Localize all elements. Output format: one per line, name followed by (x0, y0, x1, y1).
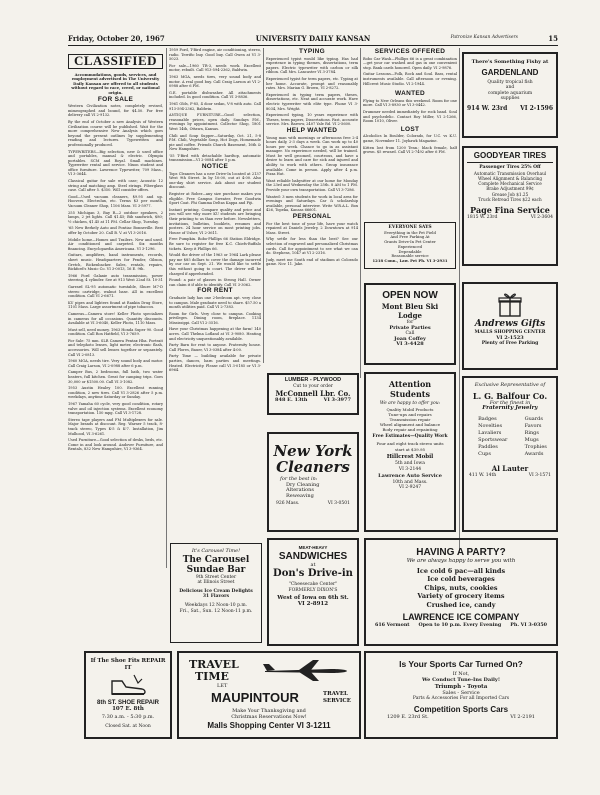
travel-line2: Christmas Reservations Now! (231, 714, 307, 720)
balfour-item: Cups (478, 450, 491, 457)
attention-title: Attention Students (388, 379, 432, 399)
balfour-item: Mugs (524, 436, 539, 443)
column-rule (360, 48, 361, 378)
carousel-name: The Carousel (182, 554, 250, 565)
ski-name2: Lodge (398, 311, 422, 320)
maupintour-name: MAUPINTOUR (211, 690, 299, 705)
classified-ad: For the best tone of your life, have your watch repaired at Daniels Jewelry, 2 Downtown at 914 Mass. Street. (266, 221, 358, 235)
gardenland-line1: Quality tropical fish (487, 79, 533, 85)
balfour-title: Exclusive Representative of (474, 382, 546, 388)
attention-address2: 10th and Mass. (392, 479, 428, 485)
balfour-sub1: For the finest in (489, 399, 531, 406)
classified-ad: Camper Bus, 2 bedrooms, full bath, two water heaters, full kitchen. Great for camping trips. Goes 30,000 or $1500.00. Call VI 3-1082. (68, 370, 163, 384)
goodyear-service-item: Brake Adjustment 99¢ (486, 186, 534, 192)
balfour-item: Trophies (524, 443, 547, 450)
balfour-contact: Al Lauter (491, 463, 529, 473)
ski-parties: Private Parties (389, 324, 431, 331)
dons-address: West of Iowa on 6th St. (277, 595, 349, 602)
classified-ad: Mobile home—Homes and Trailers. New and used. Air conditioned and carpeted. Six months financing. Encyclopaedia Americana. VI 3-1296. (68, 237, 163, 251)
goodyear-phone: VI 2-3604 (530, 215, 553, 221)
balfour-item: Awards (524, 450, 544, 457)
dons-lead: MEAT-HEAVY (298, 545, 328, 550)
column-two (169, 48, 261, 568)
classified-column (68, 48, 163, 648)
goodyear-name: GOODYEAR TIRES (467, 151, 553, 163)
sports-name: Competition Sports Cars (413, 704, 509, 714)
cleaners-ad (267, 432, 359, 532)
party-title: HAVING A PARTY? (416, 547, 506, 558)
cleaners-service-item: Alterations (286, 487, 314, 494)
carousel-name2: Sundae Bar (186, 564, 246, 575)
pet-line: Experienced (397, 243, 423, 249)
classified-ad: 1966 Ford Galaxie auto transmission, power steering, 4 cylinder. See at 913 West 22nd St. 10-31 (68, 273, 163, 283)
typing-list (266, 57, 358, 127)
cleaners-name2: Cleaners (276, 458, 350, 476)
attention-item: Transmission repair (389, 416, 431, 422)
balfour-item: Paddles (478, 443, 498, 450)
attention-items (369, 407, 451, 432)
notice-list (169, 172, 261, 288)
classified-ad: Experienced in typing term papers, theses, dissertations, etc. Neat and accurate work. Have electric typewriter with elite type. Phone VI 3-8034, Mrs. Wright. (266, 92, 358, 111)
attention-phone: VI 3-2144 (398, 466, 422, 472)
column-rule (263, 48, 264, 363)
classified-ad: For sale—1960 TR-3, needs work. Excellent motor, rebuilt. Call 913-594-2362, Baldwin. (169, 63, 261, 73)
balfour-item: Sportswear (478, 436, 508, 443)
goodyear-service-item: Truck Retread Tires $22 each (478, 197, 542, 203)
classified-intro: Accommodations, goods, services, and employment advertised in The University Daily Kansan are offered to all students without regard to race, creed, or national origin. (71, 71, 160, 95)
goodyear-address: 1815 W. 23rd (467, 215, 498, 221)
for-sale-list (68, 104, 163, 452)
party-lead: We are always happy to serve you with (406, 558, 516, 564)
airplane-icon (261, 657, 351, 683)
classified-ad: KU pipes and lighters found at Rankin Drug Store, 1101 Mass. Large assortment of pipe tobaccos. (68, 300, 163, 310)
section-notice: NOTICE (201, 163, 229, 171)
goodyear-ad (462, 146, 558, 266)
attention-line1: Four and eight track stereo units (376, 441, 444, 447)
travel-title: TRAVEL (189, 658, 239, 671)
travel-footer: Malls Shopping Center VI 3-1211 (207, 721, 331, 730)
cleaners-address: 926 Mass. (276, 501, 300, 507)
classified-ad: Guitar Lessons—Folk, Rock and Soul. Bass, rental instruments available. Call afternoon or evening. Hillcrest Music Studio. VI 2-1944. (363, 72, 457, 86)
section-help-wanted: HELP WANTED (286, 126, 338, 134)
attention-item: Body repair and repainting (382, 426, 438, 432)
party-item: Ice cold 6 pac—all kinds (416, 566, 506, 575)
shoe-name: 8th ST. SHOE REPAIR (97, 700, 159, 706)
column-four (363, 48, 457, 248)
patronize-note: Patronize Kansan Advertisers (450, 35, 518, 40)
classified-ad: Garrard SL-95 automatic turntable, Shure M7-D stereo cartridge, walnut base. All in excellent condition. Call VI 2-6671. (68, 284, 163, 299)
pet-title: EVERYONE SAYS (388, 225, 432, 230)
goodyear-service-item: Complete Mechanical Service (478, 181, 542, 187)
ski-lodge-ad (364, 283, 456, 365)
goodyear-station: Page Fina Service (470, 205, 550, 216)
classified-ad: 1959 Ford, T-Bird engine, air conditioning, stereo, radio. Terrific buy. Good buy. Call Owen at VI 3-5023. (169, 48, 261, 62)
ice-company-name: LAWRENCE ICE COMPANY (402, 612, 520, 623)
classified-ad: Party Barn for rent to anyone. Fraternity house. Call Flores, Bauer, VI 3-0384 after 4:00. (169, 343, 261, 352)
attention-item: Tune-ups and repairs (388, 411, 432, 417)
balfour-item: Rings (524, 429, 539, 436)
lumber-ad (267, 373, 359, 415)
classified-ad: Experienced typist would like typing. Has had experience in typing themes, dissertations, term papers. Electric typewriter with carbon or silk ribbon. Call Mrs. Lancaster VI 3-3784. (266, 56, 358, 75)
ice-address: 616 Vermont (375, 622, 410, 629)
gardenland-title: There's Something Fishy at (471, 59, 549, 65)
for-sale-list-continued (169, 48, 261, 163)
classified-ad: Classical guitar for sale with case; Acoustic 12 string and matching amp. Steel strings. Fiberglass case. Call after 5. $350. Will consider offers. (68, 179, 163, 193)
gardenland-phone: VI 2-1596 (520, 104, 553, 112)
travel-line1: Make Your Thanksgiving and (232, 708, 306, 714)
ski-call: Call (405, 331, 415, 337)
classified-ad: Alcoholics In Boulder, Colorado, for U.C. vs K.U. game, November 11. Joyhawk Magazine. (363, 134, 457, 143)
dons-phone: VI 2-8912 (297, 600, 329, 607)
classified-ad: Bobo Car Wash—Phillips 66 is a great combination—get your car washed and gas in one convenient stop. Bank cards honored. Open daily. VI 2-9876. (363, 56, 457, 70)
goodyear-services (467, 171, 553, 203)
gifts-tag: Plenty of Free Parking (481, 341, 539, 347)
andrews-gifts-ad (462, 282, 558, 370)
shoe-repair-ad (84, 651, 172, 739)
sports-phone: VI 2-2191 (510, 713, 535, 720)
party-item: Chips, nuts, cookies (424, 583, 498, 592)
carousel-address2: at Illinois Street (197, 580, 235, 586)
classified-ad: Party Time — building available for private parties, dances, barn parties and meetings. Heated. Electricity. Please call VI 3-0185 or VI 3-6964. (169, 354, 261, 373)
newspaper-name: UNIVERSITY DAILY KANSAN (255, 34, 371, 43)
balfour-sub2: Fraternity Jewelry (482, 405, 538, 412)
pet-center-ad (364, 222, 456, 269)
pet-line: Dependable (398, 248, 422, 254)
balfour-address: 411 W. 14th (469, 472, 497, 478)
carousel-special: Delicious Ice Cream Delights (179, 588, 253, 594)
classified-ad: 1961 Olds, F-85, 4 door sedan, V-8 with auto. Call 913-594-2362, Baldwin. (169, 101, 261, 111)
carousel-lead: It's Carousel Time! (191, 548, 241, 554)
goodyear-service-item: Wheel Alignment & Balancing (477, 175, 543, 181)
attention-name: Hillcrest Mobil (386, 454, 434, 461)
balfour-items-left (473, 416, 507, 458)
classified-ad: Flying to New Orleans this weekend. Room for one more. Call VI 3-8930 or VI 3-0442. (363, 98, 457, 108)
classified-ad: '65 New Berkely Auto and Pontiac Bonneville. Best offer by October 20. Call B. V. at VI 3-2016. (68, 226, 163, 235)
dons-name: Don's Drive-in (273, 568, 353, 580)
dons-at: at (310, 561, 316, 568)
classified-ad: For Sale: 75 mm. SLR Camera Pentax Hba. Portrait and telephoto lenses, light meter, electronic flash, accessories. Will sell lenses together or separately. Call VI 2-0813. (68, 338, 163, 357)
section-wanted: WANTED (395, 90, 425, 98)
pet-address: 1218 Conn., Law. Pet Ph. VI 3-2931 (372, 257, 448, 263)
classified-ad: Have your Christmas happening at the farm! 140 acres. Call Thelma Lofland at VI 3-9080. Heating and electricity unquestionably available. (169, 327, 261, 341)
section-services: SERVICES OFFERED (374, 48, 446, 55)
dons-drive-in-ad (267, 538, 359, 646)
carousel-hours2: Fri., Sat., Sun. 12 Noon-11 p.m. (179, 608, 253, 614)
classified-ad: Drummer needed immediately for rock band. Soul and psychedelic. Contact Roy Miller, VI 2-1266, Room 1010, Oliver. (363, 109, 457, 124)
classified-ad: Young man with mornings or afternoons free 2-4 hours daily, 2-3 days a week. Can work up to 40 hours per week. Chance to go in as assistant manager. No experience needed, will be trained. Must be well groomed, courteous, and have a desire to learn and care for sick and injured and ability to work with others. Group insurance available. Come in person. Apply after 4 p.m. Pizza Hut. (266, 135, 358, 177)
classified-ad: 1960 MGA, needs tire. Very sound body and motor. Call Craig Larson, VI 2-0988 after 6 p.m. (68, 359, 163, 368)
issue-date: Friday, October 20, 1967 (68, 34, 165, 43)
classified-ad: 255 Michigan 3, Bay R—2 outdoor speakers, 2 lamps, 2 jet lights. Call $1.45; Bib sandwich, $80; ½ chicken, $1.45 at 11 PM. Cellar Shop, Tuesday. (68, 210, 163, 224)
sports-line1: If Not, (452, 671, 470, 677)
travel-title2: TIME (195, 670, 229, 683)
classified-ad: Want reliable babysitter at our home for Monday the 23rd and Wednesday the 25th. 8 AM to 1 PM. Provide your own transportation. Call VI 3-7286. (266, 178, 358, 193)
dons-sub1: "Cheesecake Center" (288, 582, 338, 588)
dons-sub2: FORMERLY DIXON'S (288, 587, 338, 593)
page-number: 15 (548, 34, 558, 43)
cleaners-name: New York (273, 442, 353, 460)
carousel-address: 9th Street Center (195, 574, 237, 580)
lumber-name: McConnell Lbr. Co. (275, 389, 351, 399)
shoe-closed: Closed Sat. at Noon (105, 723, 151, 729)
goodyear-service-item: Automatic Transmission Overhaul (473, 170, 547, 176)
balfour-name: L. G. Balfour Co. (472, 390, 548, 401)
pet-line: Everything in the Pet Field (384, 229, 436, 235)
classified-title: CLASSIFIED (68, 54, 163, 69)
gardenland-line3: complete aquarium (487, 90, 533, 96)
ski-name: Mont Bleu Ski (381, 302, 439, 311)
column-rule (459, 48, 460, 553)
attention-item: Quality Mobil Products (386, 406, 434, 412)
cleaners-lead: for the best in: (280, 476, 318, 482)
ice-hours: Open to 10 p.m. Every Evening (418, 622, 502, 629)
section-lost: LOST (400, 125, 420, 133)
classified-ad: Good—Used vacuum cleaners, $9.95 and up. Hoovers, Electrolux, etc. Terms $3 per month. Vacuum Cleaner Shop, 1106 Mass. VI 3-5977. (68, 194, 163, 209)
section-for-sale: FOR SALE (97, 95, 134, 103)
balfour-item: Favors (524, 422, 542, 429)
attention-offer: Free Estimates—Quality Work (372, 433, 448, 439)
classified-ad: 1967 Yamaha 60 cycle, very good condition, rotary valve and oil injection systems. Excellent economy transportation. 150 mpg. Call VI 3-1728. (68, 402, 163, 416)
balfour-item: Badges (478, 415, 497, 422)
shoe-address: 107 E. 8th (112, 705, 144, 712)
classified-ad: Register at Rober—any size purchase makes you eligible. Free Campus Sweater, Free Goodwin Sport Coat. Phi Gamma Deltas Kappa and Fiji. (169, 192, 261, 206)
classified-ad: Tops Cleaners has a new Drive-In located at 2137 West 9th Street. In by 10:00, out at 4:00. Also one-day shirt service. Ask about our student discount. (169, 171, 261, 190)
classified-ad: 1963 MGA, needs tires, very sound body and motor. A real good buy. Call Craig Larson at VI 2-0988 after 6 PM. (169, 74, 261, 89)
cleaners-phone: VI 3-0501 (327, 501, 350, 507)
gifts-name: Andrews Gifts (474, 319, 546, 329)
lumber-address: 848 E. 13th (275, 397, 308, 404)
sports-line2: We Conduct Tune-Ins Daily! (421, 676, 501, 683)
ski-title: OPEN NOW (382, 290, 438, 301)
classified-ad: Instant printing. Compare quality and price and you will see why more KU students are bringing their printing to us than ever before. Newsletters, invitations, bulletins, booklets, resumes and posters. 24 hour service on most printing jobs. House of Usher, VI 2-3611. (169, 207, 261, 235)
for-rent-list (169, 296, 261, 373)
pet-line: Grants Drive-In Pet Center (384, 239, 436, 245)
attention-name2: Lawrence Auto Service (378, 473, 442, 480)
sports-title: Is Your Sports Car Turned On? (399, 659, 523, 669)
party-item: Crushed ice, candy (426, 600, 496, 609)
services-list (363, 57, 457, 87)
lumber-line: Cut to your order (293, 383, 333, 389)
pet-line: And Free Parking At (390, 234, 430, 240)
column-three (266, 48, 358, 368)
pet-line: Reasonable service (391, 253, 429, 259)
section-personal: PERSONAL (292, 213, 332, 220)
goodyear-sub: Passenger Tires 25% Off (479, 165, 541, 170)
attention-address: 5th and Iowa (395, 460, 425, 466)
column-rule (166, 48, 167, 568)
classified-ad: Why settle for less than the best? See our selection of engraved and personalized Christmas cards. Call for appointment to see what we can do. Stephens, 1047 at VI 2-2316. (266, 237, 358, 256)
classified-ad: G.E. portable dishwasher. All attachments included. In good condition. Call VI 3-8836. (169, 90, 261, 100)
classified-ad: Guitars, amplifiers, band instruments, records, sheet music. Headquarters for Fender, Gibson, Gretch, Rickenbacker. Sales, rentals, repairs, Bickford's Music Co. VI 3-0013, 16 E. 9th. (68, 253, 163, 272)
attention-students-ad (364, 372, 456, 532)
dons-title: SANDWICHES (278, 550, 348, 562)
lumber-title: LUMBER - PLYWOOD (284, 377, 342, 383)
classified-ad: Wanted: 3 men students for work in local area for evenings and Saturdays. Car & scholarship available, personal interview. Write W.R.A.L. Box 426, Topeka, Kansas 66601. (266, 194, 358, 213)
sports-line3: Triumph - Toyota (434, 684, 488, 691)
travel-let: LET (217, 683, 228, 689)
classified-ad: Used Furniture—Good selection of desks, beds, etc. Come in and look around. Andover Furniture, and Rentals, 832 New Hampshire, VI 3-9364. (68, 438, 163, 452)
carousel-flavors: 31 Flavors (202, 594, 230, 600)
attention-phone2: VI 2-9247 (398, 485, 422, 491)
classified-ad: Room for Girls. Very close to campus. Cooking privileges. Dining room, fireplace. 1134 Mississippi. Call VI 2-3516. (169, 311, 261, 325)
party-item: Ice cold beverages (427, 575, 495, 584)
classified-ad: Chili and Soup Supper—Saturday, Oct. 21, 5-8 P.M. Chili, Vegetable Soup, Hot Dogs, Homemade pie and coffee. Friends Church Basement, 16th & New Hampshire. (169, 133, 261, 152)
shoe-icon (108, 673, 148, 699)
gardenland-line4: supplies (500, 96, 520, 102)
balfour-phone: VI 3-1571 (528, 472, 551, 478)
section-for-rent: FOR RENT (197, 287, 233, 295)
pet-lines (368, 231, 452, 259)
sports-line4: Sales - Service (442, 689, 480, 696)
travel-service2: SERVICE (323, 697, 351, 704)
balfour-items-right (520, 416, 547, 458)
attention-line2: start at $39.95 (394, 446, 426, 452)
gift-box-icon (495, 289, 525, 319)
gardenland-line2: and (505, 85, 515, 91)
cleaners-services (272, 483, 354, 500)
party-items (369, 567, 553, 610)
classified-ad: Graduate lady has one 2-bedroom apt. very close to campus. Male graduate need to share. $57.50 a month utilities paid. Call VI 2-7383. (169, 295, 261, 310)
classified-ad: Stereo tape players and FM Multiplexers for sale. Major brands at discount. Reg. Warner 5 track, 8-track stereo, Types K-5 & K-7. Installation, Jim Mulhood, VI 3-6261. (68, 417, 163, 436)
ski-person: Joan Coffey (394, 335, 426, 342)
balfour-item: Novelties (478, 422, 503, 429)
classified-ad: Judy, meet me South end of stadium at Colorado game. Nov. 11. Jake. (266, 257, 358, 267)
party-item: Variety of grocery items (417, 592, 505, 601)
classified-ad: Experienced typing, 10 years experience with Theses, term papers, Dissertations. Fast, accurate service. Mrs. Barrow, 2407 Yale Rd. VI 2-5600. (266, 113, 358, 127)
sports-line5: Parts & Accessories For all Imported Cars (412, 696, 510, 702)
personal-list (266, 222, 358, 267)
classified-ad: Cameras—Camera store! Keller Photo specializes in cameras for all occasions. Quantity discounts. Available at VI 3-6040, Keller Photo, 1110 Mass. (68, 311, 163, 326)
help-wanted-list (266, 136, 358, 214)
classified-ad: By the end of October a new Analysis of Western Civilization course will be published. Wait for the more comprehensive New Analysis which goes beyond the present outlines by supplementing reading and lectures. Typewritten and professionally produced. (68, 119, 163, 147)
wanted-list (363, 99, 457, 124)
goodyear-service-item: Grease Job $1.25 (491, 191, 529, 197)
sports-car-ad (364, 651, 558, 739)
classified-ad: ANTIQUE FURNITURE—Good selection, reasonable prices, open daily. Sundays P.M., evenings by appointment. Collector Shop, 1801 West 14th, Ottawa, Kansas. (169, 113, 261, 131)
classified-ad: Western Civilization notes, completely revised, mimeographed and bound, for $4.50. For free delivery call VI 2-9132. (68, 104, 163, 118)
gardenland-ad (462, 52, 558, 138)
ski-for: for (406, 320, 414, 325)
classified-ad: Would the driver of the 1963 or 1964 Lark please pay me $85 dollars to cover the damage incurred by our car on Sept. 21. We would like to settle this without going to court. The driver will be charged if apprehended. (169, 253, 261, 276)
classified-ad: Free Pumpkin. Bobo-Phillips 66 Station Eldridge. Be sure to register for free K.C. Chiefs-Buffalo tickets. Keep it Phillips 66. (169, 237, 261, 251)
section-typing: TYPING (299, 48, 325, 55)
lost-list (363, 134, 457, 154)
classified-ad: Must sell, need money. 1963 Honda Super 90. Good condition. Call Ron Hatfield, VI 3-7659. (68, 327, 163, 337)
classified-ad: TYPEWRITERS—Big selection, new & used office and portables, manual & electric. Olympia portables. SCM and Royal. Small machines. Typewriter rental and service. Nixon student and office furniture. Lawrence Typewriter, 709 Mass., VI 3-3644. (68, 149, 163, 177)
classified-ad: 1953 Austin Healey 100. Excellent running condition, 2 new tires. Call VI 3-2826 after 5 p.m. weekdays, anytime Saturday or Sunday. (68, 386, 163, 400)
classified-ad: Found: a pair of glasses in Strong Hall. Owner can claim it if able to identify. Call VI 3-3062. (169, 278, 261, 287)
lumber-phone: VI 3-3977 (323, 397, 351, 404)
classified-ad: Kitten lost from 1200 Tenn.; black female, half grown. $5 reward. Call VI 2-7492 after 6 PM. (363, 145, 457, 155)
gifts-sub: MALLS SHOPPING CENTER (474, 330, 546, 335)
travel-service1: TRAVEL (323, 691, 348, 697)
carousel-ad (170, 543, 262, 643)
cleaners-service-item: Dry Cleaning (286, 481, 320, 488)
balfour-item: Lavaliers (478, 429, 502, 436)
classified-ad: '55 T-Bird with detachable hardtop, automatic transmission—VI 2-0084 after 5 p.m. (169, 153, 261, 163)
balfour-ad (462, 376, 558, 532)
ice-company-ad (364, 538, 558, 646)
gardenland-name: GARDENLAND (481, 67, 539, 77)
gardenland-address: 914 W. 23rd (467, 104, 508, 112)
ice-phone: Ph. VI 3-0350 (510, 622, 547, 629)
classified-ad: Experienced typist for term papers, etc. Typing at her home. Accurate, prompt and reasonably rates. Mrs. Marian G. Brown, VI 2-8272. (266, 76, 358, 91)
ski-phone: VI 3-4428 (396, 341, 424, 348)
shoe-hours: 7:30 a.m. - 5:30 p.m. (101, 714, 155, 721)
attention-item: Wheel alignment and balance (379, 421, 441, 427)
carousel-hours: Weekdays 12 Noon-10 p.m. (184, 602, 248, 608)
attention-lead: We are happy to offer you: (379, 401, 441, 406)
maupintour-ad (177, 651, 361, 739)
shoe-title: If The Shoe Fits REPAIR IT (90, 658, 166, 671)
page-header (68, 34, 558, 46)
balfour-item: Guards (524, 415, 543, 422)
sports-address: 1209 E. 23rd St. (387, 713, 429, 720)
cleaners-service-item: Reweaving (286, 492, 314, 499)
gifts-phone: VI 2-1523 (496, 334, 524, 341)
